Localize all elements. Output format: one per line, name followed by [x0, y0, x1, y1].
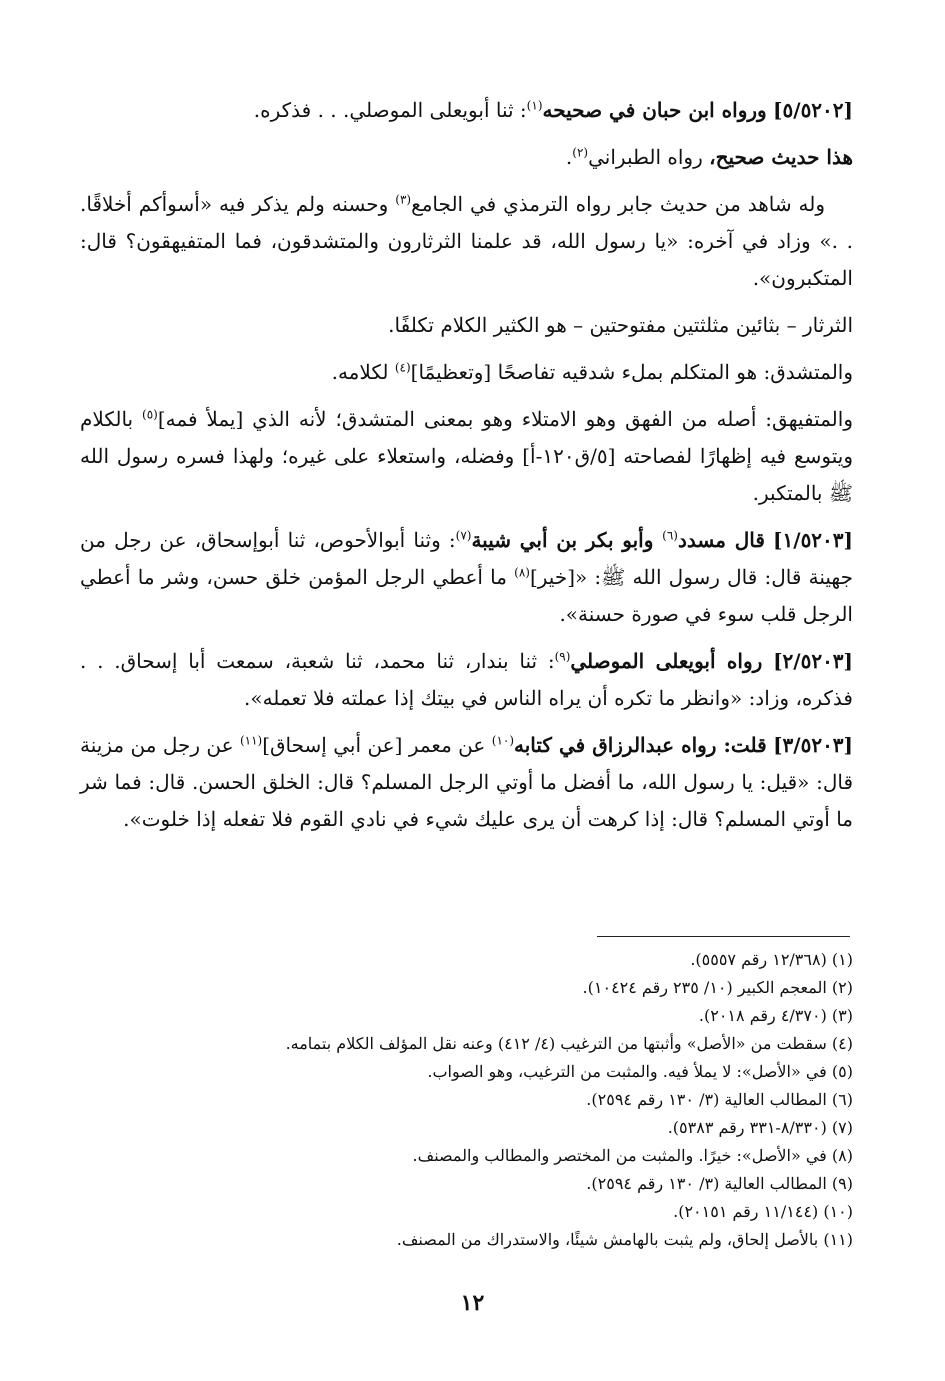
- narration-lead: رواه أبويعلى الموصلي: [570, 649, 763, 673]
- page-number: ١٢: [460, 1290, 485, 1316]
- footnote-4: (٤) سقطت من «الأصل» وأثبتها من الترغيب (٤/ ٤١٢) وعنه نقل المؤلف الكلام بتمامه.: [285, 1034, 853, 1053]
- footnote-7: (٧) (٨/٣٣٠-٣٣١ رقم ٥٣٨٣).: [667, 1118, 853, 1137]
- hadith-ref: [١/٥٢٠٣]: [773, 528, 853, 552]
- footnote-2: (٢) المعجم الكبير (١٠/ ٢٣٥ رقم ١٠٤٢٤).: [582, 978, 853, 997]
- footnote-3: (٣) (٤/٣٧٠ رقم ٢٠١٨).: [698, 1006, 853, 1025]
- footnote-11: (١١) بالأصل إلحاق، ولم يثبت بالهامش شيئًا، والاستدراك من المصنف.: [396, 1230, 853, 1249]
- paragraph-text: الثرثار – بثائين مثلثتين مفتوحتين – هو الكثير الكلام تكلفًا.: [388, 313, 853, 337]
- narration-lead: وأبو بكر بن أبي شيبة: [471, 528, 663, 552]
- hadith-ref: [٣/٥٢٠٣]: [773, 733, 854, 757]
- footnote-8: (٨) في «الأصل»: خيرًا. والمثبت من المختصر والمطالب والمصنف.: [412, 1146, 853, 1165]
- footnote-marker: (١٠): [491, 733, 515, 748]
- paragraph-grading: [80, 139, 853, 176]
- footnote-marker: (٤): [394, 360, 411, 375]
- paragraph-text: : ثنا بندار، ثنا محمد، ثنا شعبة، سمعت أبا إسحاق. . . فذكره، وزاد: «وانظر ما تكره أن يراه الناس في بيتك إذا عملته فلا تعمله».: [80, 649, 853, 710]
- footnote-5: (٥) في «الأصل»: لا يملأ فيه. والمثبت من الترغيب، وهو الصواب.: [427, 1062, 853, 1081]
- footnote-marker: (٩): [554, 649, 571, 664]
- narration-lead: ورواه ابن حبان في صحيحه: [542, 98, 767, 122]
- footnote-marker: (٢): [572, 145, 589, 160]
- footnote-marker: (٧): [455, 528, 472, 543]
- paragraph-text: رواه الطبراني: [588, 145, 710, 169]
- footnote-marker: (٣): [395, 192, 412, 207]
- narration-lead: قال مسدد: [677, 528, 765, 552]
- footnote-9: (٩) المطالب العالية (٣/ ١٣٠ رقم ٢٥٩٤).: [586, 1174, 853, 1193]
- footnotes: [80, 946, 853, 1254]
- paragraph-tharthar: [80, 307, 853, 344]
- paragraph-mutashaddiq: [80, 354, 853, 391]
- footnote-marker: (٦): [662, 528, 678, 543]
- paragraph-text: لكلامه.: [331, 360, 395, 384]
- paragraph-5203-1: [80, 522, 853, 633]
- main-text: [80, 92, 853, 848]
- paragraph-text: : وثنا أبوالأحوص، ثنا أبوإسحاق، عن رجل من جهينة قال: قال رسول الله ﷺ: «[خير]: [80, 528, 854, 589]
- paragraph-mutafayhiq: [80, 401, 853, 512]
- paragraph-text: ما أعطي الرجل المؤمن خلق حسن، وشر ما أعطي الرجل قلب سوء في صورة حسنة».: [80, 565, 853, 626]
- paragraph-text: بالكلام ويتوسع فيه إظهارًا لفصاحته [٥/ق١٢٠-أ] وفضله، واستعلاء على غيره؛ ولهذا فسره رسول الله ﷺ بالمتكبر.: [80, 407, 853, 505]
- hadith-ref: [٥/٥٢٠٢]: [773, 98, 853, 122]
- paragraph-5203-2: [80, 643, 853, 717]
- paragraph-text: عن معمر [عن أبي إسحاق]: [262, 733, 492, 757]
- paragraph-5202-5: [80, 92, 853, 129]
- footnote-marker: (١١): [239, 733, 263, 748]
- footnote-1: (١) (١٢/٣٦٨ رقم ٥٥٥٧).: [690, 950, 853, 969]
- paragraph-text: وحسنه ولم يذكر فيه «أسوأكم أخلاقًا. . .» وزاد في آخره: «يا رسول الله، قد علمنا الثرثارون والمتشدقون، فما المتفيهقون؟ قال: المتكبرون».: [80, 192, 853, 290]
- narration-lead: قلت: رواه عبدالرزاق في كتابه: [514, 733, 767, 757]
- paragraph-5203-3: [80, 727, 853, 838]
- footnote-6: (٦) المطالب العالية (٣/ ١٣٠ رقم ٢٥٩٤).: [586, 1090, 853, 1109]
- footnote-marker: (١): [526, 98, 543, 113]
- paragraph-text: والمتفيهق: أصله من الفهق وهو الامتلاء وهو بمعنى المتشدق؛ لأنه الذي [يملأ فمه]: [157, 407, 853, 431]
- hadith-ref: [٢/٥٢٠٣]: [773, 649, 854, 673]
- paragraph-text: .: [565, 145, 573, 169]
- paragraph-text: عن رجل من مزينة قال: «قيل: يا رسول الله، ما أفضل ما أوتي الرجل المسلم؟ قال: الخلق الحسن. قال: فما شر ما أوتي المسلم؟ قال: إذا كرهت أن يرى عليك شيء في نادي القوم فلا تفعله إذا خلوت».: [80, 733, 853, 831]
- paragraph-text: وله شاهد من حديث جابر رواه الترمذي في الجامع: [411, 192, 825, 216]
- paragraph-text: والمتشدق: هو المتكلم بملء شدقيه تفاصحًا [وتعظيمًا]: [410, 360, 853, 384]
- footnote-10: (١٠) (١١/١٤٤ رقم ٢٠١٥١).: [673, 1202, 853, 1221]
- paragraph-shahid: [80, 186, 853, 297]
- footnote-divider: [597, 936, 850, 937]
- footnote-marker: (٥): [142, 407, 158, 422]
- footnote-marker: (٨): [514, 565, 530, 580]
- paragraph-text: : ثنا أبويعلى الموصلي. . . فذكره.: [253, 98, 527, 122]
- grading-lead: هذا حديث صحيح،: [709, 145, 853, 169]
